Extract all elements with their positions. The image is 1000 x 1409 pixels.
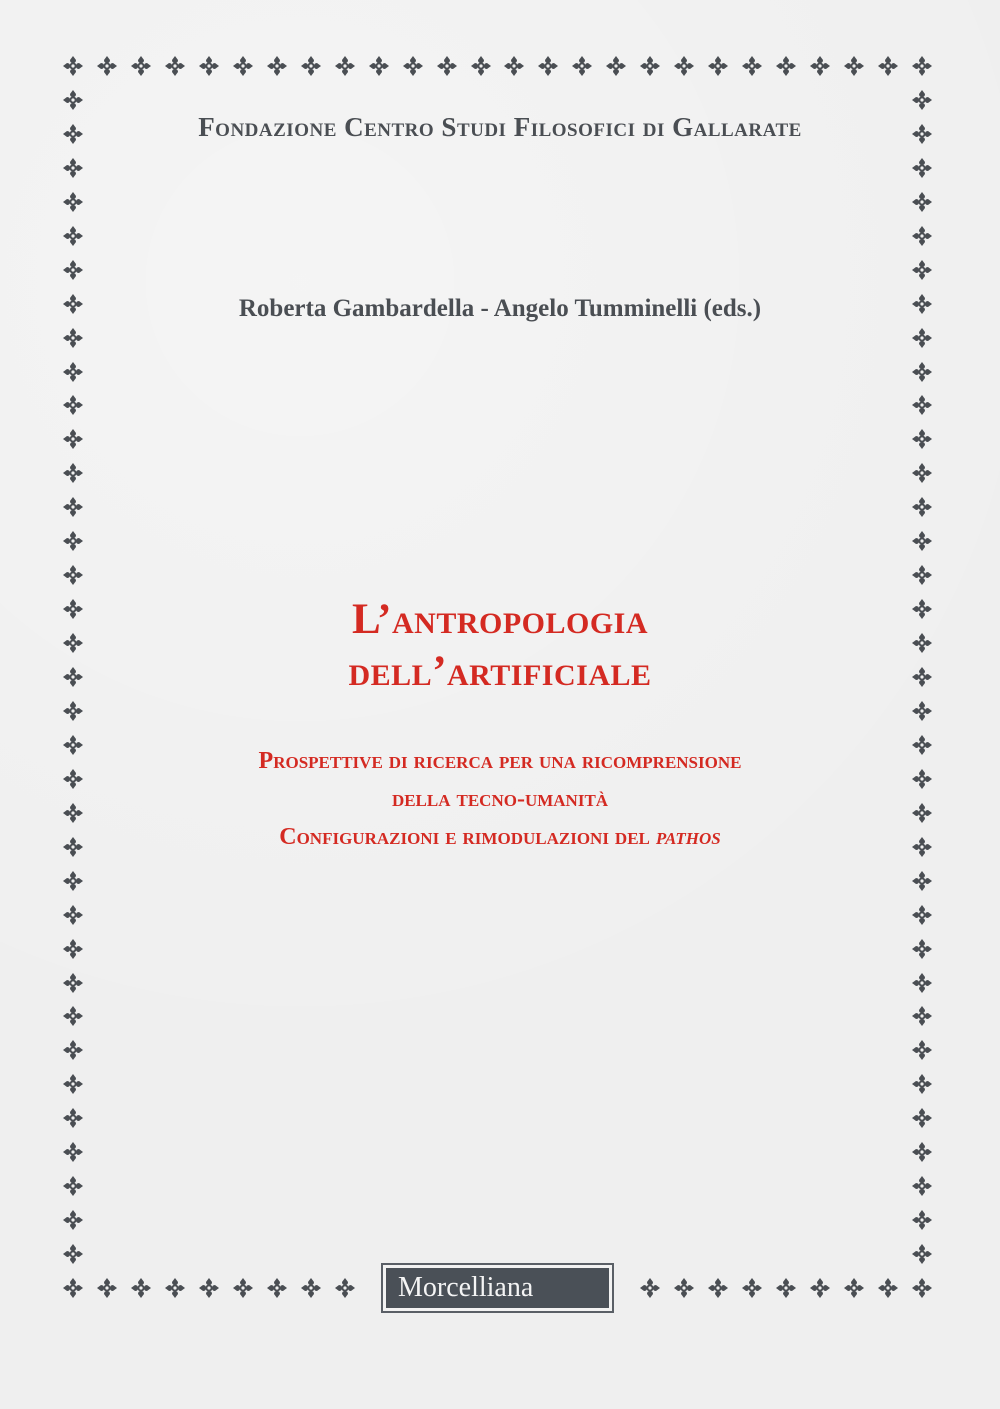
flower-ornament-icon [911,904,933,926]
flower-ornament-icon [266,1277,288,1299]
flower-ornament-icon [911,361,933,383]
flower-ornament-icon [673,1277,695,1299]
flower-ornament-icon [300,1277,322,1299]
flower-ornament-icon [96,1277,118,1299]
flower-ornament-icon [62,1209,84,1231]
flower-ornament-icon [62,259,84,281]
flower-ornament-icon [571,55,593,77]
flower-ornament-icon [911,327,933,349]
flower-ornament-icon [911,55,933,77]
flower-ornament-icon [164,55,186,77]
flower-ornament-icon [911,1073,933,1095]
flower-ornament-icon [809,1277,831,1299]
flower-ornament-icon [300,55,322,77]
flower-ornament-icon [96,55,118,77]
flower-ornament-icon [266,55,288,77]
flower-ornament-icon [62,530,84,552]
flower-ornament-icon [436,55,458,77]
publisher-name: Morcelliana [386,1268,609,1308]
flower-ornament-icon [911,1107,933,1129]
flower-ornament-icon [62,327,84,349]
flower-ornament-icon [877,55,899,77]
flower-ornament-icon [911,1175,933,1197]
flower-ornament-icon [62,394,84,416]
flower-ornament-icon [62,191,84,213]
flower-ornament-icon [741,55,763,77]
title-line-2: dell’artificiale [348,648,652,695]
flower-ornament-icon [402,55,424,77]
flower-ornament-icon [130,1277,152,1299]
subtitle-italic-word: pathos [655,824,721,850]
flower-ornament-icon [130,55,152,77]
flower-ornament-icon [470,55,492,77]
flower-ornament-icon [809,55,831,77]
publisher-logo [381,1263,614,1313]
flower-ornament-icon [911,191,933,213]
flower-ornament-icon [232,55,254,77]
flower-ornament-icon [62,1005,84,1027]
flower-ornament-icon [62,1107,84,1129]
flower-ornament-icon [62,496,84,518]
flower-ornament-icon [911,564,933,586]
flower-ornament-icon [775,55,797,77]
flower-ornament-icon [334,1277,356,1299]
flower-ornament-icon [62,89,84,111]
flower-ornament-icon [537,55,559,77]
flower-ornament-icon [503,55,525,77]
flower-ornament-icon [707,1277,729,1299]
flower-ornament-icon [62,1175,84,1197]
subtitle-line-2: della tecno-umanità [391,786,609,812]
flower-ornament-icon [62,1277,84,1299]
flower-ornament-icon [911,1243,933,1265]
flower-ornament-icon [911,1277,933,1299]
flower-ornament-icon [62,1243,84,1265]
flower-ornament-icon [62,700,84,722]
flower-ornament-icon [877,1277,899,1299]
flower-ornament-icon [62,462,84,484]
flower-ornament-icon [62,972,84,994]
flower-ornament-icon [707,55,729,77]
flower-ornament-icon [911,870,933,892]
flower-ornament-icon [639,1277,661,1299]
flower-ornament-icon [232,1277,254,1299]
flower-ornament-icon [911,938,933,960]
flower-ornament-icon [62,904,84,926]
subtitle-line-3-text: Configurazioni e rimodulazioni del [279,824,656,850]
flower-ornament-icon [741,1277,763,1299]
flower-ornament-icon [198,1277,220,1299]
flower-ornament-icon [911,394,933,416]
flower-ornament-icon [62,361,84,383]
flower-ornament-icon [911,1209,933,1231]
foundation-name: Fondazione Centro Studi Filosofici di Gallarate [198,112,802,142]
flower-ornament-icon [911,530,933,552]
flower-ornament-icon [911,428,933,450]
flower-ornament-icon [911,1039,933,1061]
flower-ornament-icon [911,225,933,247]
flower-ornament-icon [911,1005,933,1027]
editors-line: Roberta Gambardella - Angelo Tumminelli (eds.) [238,295,762,322]
flower-ornament-icon [911,496,933,518]
flower-ornament-icon [164,1277,186,1299]
flower-ornament-icon [62,157,84,179]
flower-ornament-icon [62,225,84,247]
flower-ornament-icon [775,1277,797,1299]
flower-ornament-icon [368,55,390,77]
flower-ornament-icon [911,89,933,111]
flower-ornament-icon [334,55,356,77]
book-title [0,594,1000,698]
flower-ornament-icon [605,55,627,77]
subtitle-line-1: Prospettive di ricerca per una ricomprensione [258,748,742,774]
flower-ornament-icon [62,1073,84,1095]
flower-ornament-icon [62,564,84,586]
flower-ornament-icon [62,1039,84,1061]
flower-ornament-icon [62,1141,84,1163]
flower-ornament-icon [911,157,933,179]
flower-ornament-icon [198,55,220,77]
flower-ornament-icon [639,55,661,77]
flower-ornament-icon [911,462,933,484]
flower-ornament-icon [843,55,865,77]
flower-ornament-icon [673,55,695,77]
book-subtitle [0,742,1000,856]
flower-ornament-icon [911,259,933,281]
title-line-1: L’antropologia [351,596,649,643]
flower-ornament-icon [911,1141,933,1163]
flower-ornament-icon [911,700,933,722]
flower-ornament-icon [62,428,84,450]
flower-ornament-icon [62,938,84,960]
flower-ornament-icon [911,972,933,994]
flower-ornament-icon [62,870,84,892]
flower-ornament-icon [62,55,84,77]
flower-ornament-icon [843,1277,865,1299]
subtitle-line-3 [0,818,1000,856]
